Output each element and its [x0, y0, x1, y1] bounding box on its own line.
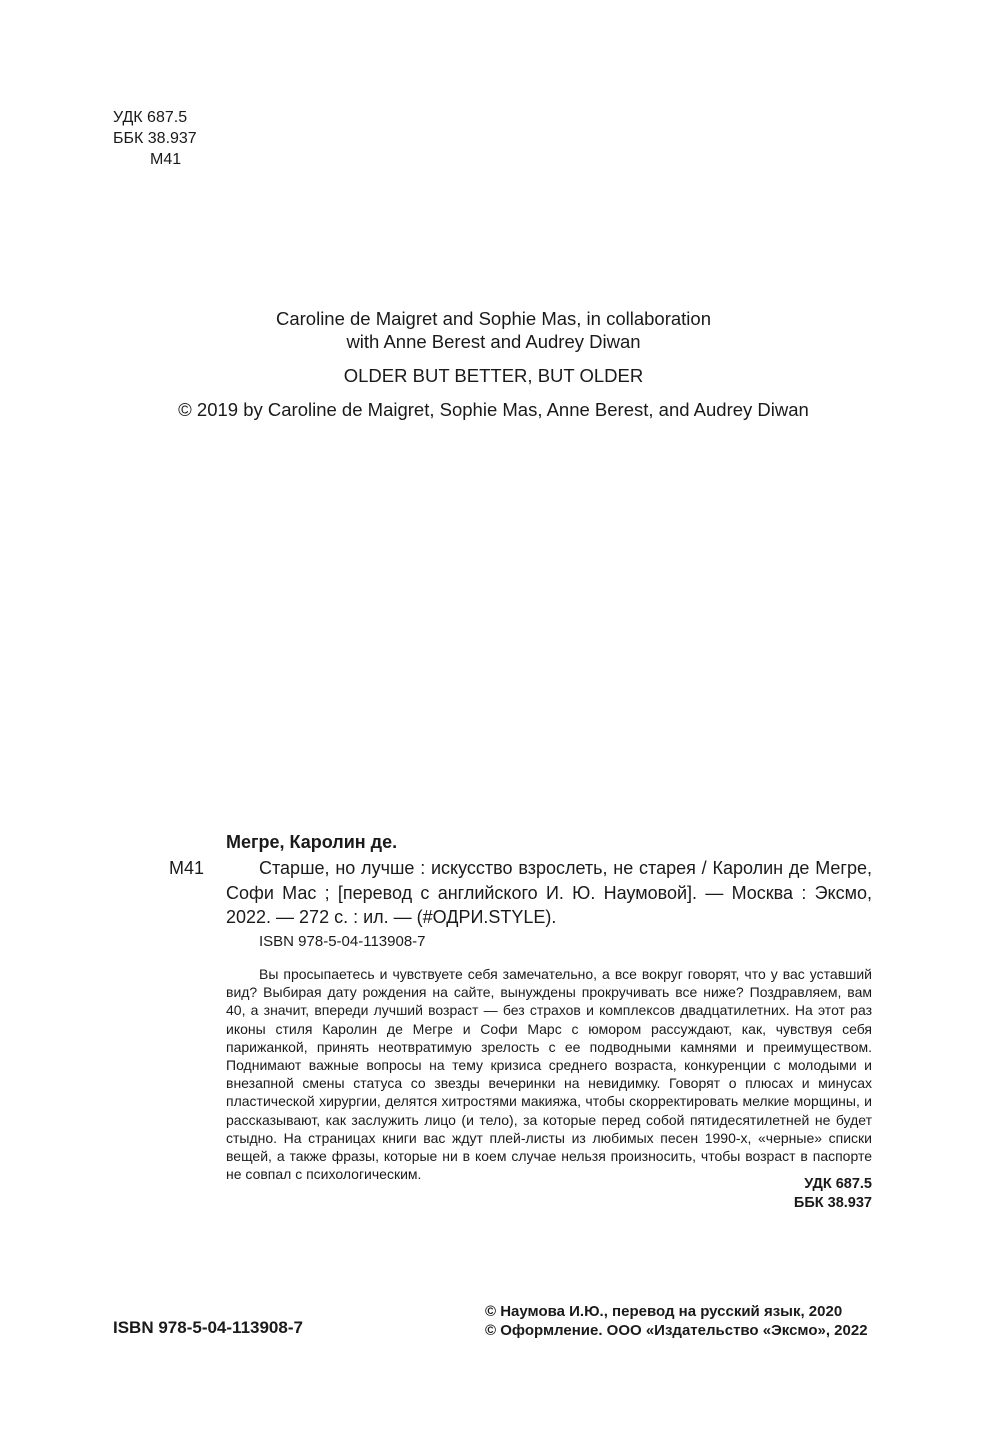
russian-copyrights	[485, 1302, 868, 1340]
bbk-code: ББК 38.937	[113, 130, 197, 147]
catalog-author-mark: М41	[169, 858, 205, 878]
annotation: Вы просыпаетесь и чувствуете себя замечательно, а все вокруг говорят, что у вас уставший вид? Выбирая дату рождения на сайте, вынуждены прокручивать все ниже? Поздравляем, вам 40, а значит, впереди лучший возраст — без страхов и комплексов двадцатилетних. На этот раз иконы стиля Каролин де Мегре и Софи Марс с юмором рассуждают, как, чувствуя себя парижанкой, принять неотвратимую зрелость с ее подводными камнями и преимуществом. Поднимают важные вопросы на тему кризиса среднего возраста, конкуренции с молодыми и внезапной смены статуса со звезды вечеринки на невидимку. Говорят о плюсах и минусах пластической хирургии, делятся хитростями макияжа, чтобы скорректировать мелкие морщины, и рассказывают, как заслужить лицо (и тело), за которые перед собой пятидесятилетней не будет стыдно. На страницах книги вас ждут плей-листы из любимых песен 1990-х, «черные» списки вещей, а также фразы, которые ни в коем случае нельзя произносить, чтобы возраст в паспорте не совпал с психологическим.	[226, 966, 872, 1183]
translation-copyright: © Наумова И.Ю., перевод на русский язык, 2020	[485, 1303, 843, 1320]
author-heading: Мегре, Каролин де.	[226, 832, 398, 852]
original-title: OLDER BUT BETTER, BUT OLDER	[343, 365, 644, 386]
authors-line-2: with Anne Berest and Audrey Diwan	[346, 331, 641, 352]
bibliographic-description: Старше, но лучше : искусство взрослеть, не старея / Каролин де Мегре, Софи Мас ; [перевод с английского И. Ю. Наумовой]. — Москва : Эксмо, 2022. — 272 с. : ил. — (#ОДРИ.STYLE).	[226, 858, 872, 927]
catalog-class-codes	[794, 1175, 872, 1212]
catalog-bbk: ББК 38.937	[793, 1194, 872, 1211]
catalog-isbn: ISBN 978-5-04-113908-7	[259, 933, 426, 950]
original-copyright: © 2019 by Caroline de Maigret, Sophie Mas, Anne Berest, and Audrey Diwan	[178, 399, 809, 420]
design-copyright: © Оформление. ООО «Издательство «Эксмо», 2022	[485, 1322, 868, 1339]
udk-code: УДК 687.5	[113, 109, 188, 126]
author-mark: М41	[150, 151, 182, 168]
classification-codes	[113, 107, 197, 170]
original-authors	[100, 307, 887, 353]
catalog-udk: УДК 687.5	[804, 1176, 872, 1192]
authors-line-1: Caroline de Maigret and Sophie Mas, in collaboration	[275, 308, 711, 329]
footer-isbn: ISBN 978-5-04-113908-7	[113, 1318, 303, 1337]
